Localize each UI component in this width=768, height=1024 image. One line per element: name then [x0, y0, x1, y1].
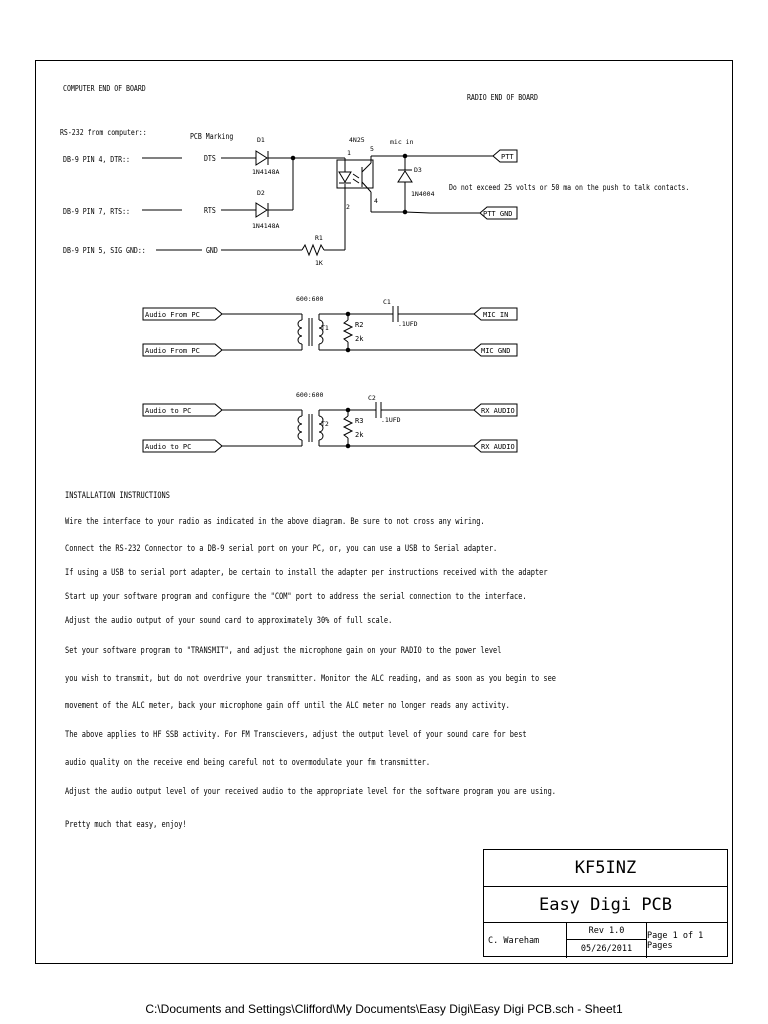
c1-label: C1 [383, 298, 391, 306]
opto-light-arrows [353, 174, 359, 183]
r1-value: 1K [315, 259, 323, 267]
instruction-line: movement of the ALC meter, back your microphone gain off until the ALC meter no longer reads any activity. [65, 701, 510, 711]
instruction-line: audio quality on the receive end being careful not to overmodulate your fm transmitter. [65, 758, 431, 768]
junction-dot [346, 348, 350, 352]
db9-pin4-label: DB-9 PIN 4, DTR:: [63, 154, 130, 165]
d1-label: D1 [257, 136, 265, 144]
c2-label: C2 [368, 394, 376, 402]
r2-label: R2 [355, 321, 364, 329]
audio-from-pc-2-label: Audio From PC [145, 347, 200, 355]
d3-diode-symbol [398, 170, 412, 182]
instruction-line: The above applies to HF SSB activity. For FM Transcievers, adjust the output level of your sound care for best [65, 730, 527, 740]
rx-audio-2-label: RX AUDIO [481, 443, 515, 451]
rx-audio-1-label: RX AUDIO [481, 407, 515, 415]
mic-in-label: MIC IN [483, 311, 509, 319]
opto-pin2: 2 [346, 203, 350, 211]
opto-pin4: 4 [374, 197, 378, 205]
instruction-line: Start up your software program and configure the "COM" port to address the serial connection to the interface. [65, 592, 527, 602]
junction-dot [291, 156, 295, 160]
ptt-warning: Do not exceed 25 volts or 50 ma on the push to talk contacts. [449, 182, 690, 193]
instructions-title: INSTALLATION INSTRUCTIONS [65, 491, 170, 501]
opto-emitter [362, 182, 371, 192]
t2-ratio: 600:600 [296, 391, 324, 399]
ptt-gnd-label: PTT GND [483, 210, 513, 218]
t1-ratio: 600:600 [296, 295, 324, 303]
instruction-line: you wish to transmit, but do not overdrive your transmitter. Monitor the ALC reading, and as soon as you begin to see [65, 674, 556, 684]
db9-pin7-label: DB-9 PIN 7, RTS:: [63, 206, 130, 217]
junction-dot [403, 210, 407, 214]
mic-in-small-label: mic in [390, 138, 414, 146]
opto-label: 4N25 [349, 136, 365, 144]
opto-body [337, 160, 373, 188]
gnd-marking: GND [206, 245, 218, 256]
opto-pin5: 5 [370, 145, 374, 153]
r2-value: 2k [355, 335, 364, 343]
instruction-line: Connect the RS-232 Connector to a DB-9 serial port on your PC, or, you can use a USB to Serial adapter. [65, 544, 498, 554]
mic-gnd-label: MIC GND [481, 347, 511, 355]
d1-part: 1N4148A [252, 168, 280, 176]
r3-label: R3 [355, 417, 364, 425]
instruction-line: Set your software program to "TRANSMIT", and adjust the microphone gain on your RADIO to the power level [65, 646, 502, 656]
pcb-marking-label: PCB Marking [190, 131, 234, 142]
opto-collector [362, 163, 371, 172]
title-block-author: C. Wareham [484, 923, 567, 958]
r2-resistor-symbol [344, 320, 352, 342]
d3-label: D3 [414, 166, 422, 174]
audio-to-pc-1-label: Audio to PC [145, 407, 192, 415]
r1-label: R1 [315, 234, 323, 242]
instruction-line: If using a USB to serial port adapter, be certain to install the adapter per instructions received with the adapter [65, 568, 548, 578]
r3-resistor-symbol [344, 416, 352, 438]
t2-primary-coil [298, 416, 302, 440]
junction-dot [346, 312, 350, 316]
d3-part: 1N4004 [411, 190, 435, 198]
rs232-label: RS-232 from computer:: [60, 127, 147, 138]
d2-diode-symbol [256, 203, 268, 217]
d2-label: D2 [257, 189, 265, 197]
junction-dot [346, 408, 350, 412]
db9-pin5-label: DB-9 PIN 5, SIG GND:: [63, 245, 146, 256]
ptt-gnd-wire-diag [405, 212, 430, 213]
audio-from-pc-1-label: Audio From PC [145, 311, 200, 319]
ptt-label: PTT [501, 153, 514, 161]
t2-label: T2 [321, 420, 329, 428]
d1-diode-symbol [256, 151, 268, 165]
dts-marking: DTS [204, 153, 216, 164]
c1-value: .1UFD [398, 320, 418, 328]
rts-marking: RTS [204, 205, 216, 216]
title-block-revision: Rev 1.0 [567, 923, 647, 940]
computer-end-header: COMPUTER END OF BOARD [63, 83, 146, 94]
instruction-line: Wire the interface to your radio as indicated in the above diagram. Be sure to not cross any wiring. [65, 517, 485, 527]
title-block-title: Easy Digi PCB [484, 887, 727, 923]
instruction-line: Adjust the audio output of your sound card to approximately 30% of full scale. [65, 616, 393, 626]
t1-label: T1 [321, 324, 329, 332]
c2-value: .1UFD [381, 416, 401, 424]
t1-primary-coil [298, 320, 302, 344]
title-block-date: 05/26/2011 [567, 940, 647, 958]
r1-resistor-symbol [302, 245, 324, 255]
opto-led-symbol [339, 172, 351, 183]
junction-dot [346, 444, 350, 448]
file-path-footer: C:\Documents and Settings\Clifford\My Documents\Easy Digi\Easy Digi PCB.sch - Sheet1 [145, 1002, 623, 1016]
junction-dot [403, 154, 407, 158]
instruction-line: Adjust the audio output level of your received audio to the appropriate level for the software program you are using. [65, 787, 556, 797]
opto-pin1: 1 [347, 149, 351, 157]
radio-end-header: RADIO END OF BOARD [467, 92, 538, 103]
audio-to-pc-2-label: Audio to PC [145, 443, 192, 451]
title-block [483, 849, 728, 957]
d2-part: 1N4148A [252, 222, 280, 230]
instruction-line: Pretty much that easy, enjoy! [65, 820, 187, 830]
r3-value: 2k [355, 431, 364, 439]
title-block-page: Page 1 of 1 Pages [647, 930, 704, 951]
title-block-company: KF5INZ [484, 850, 727, 887]
